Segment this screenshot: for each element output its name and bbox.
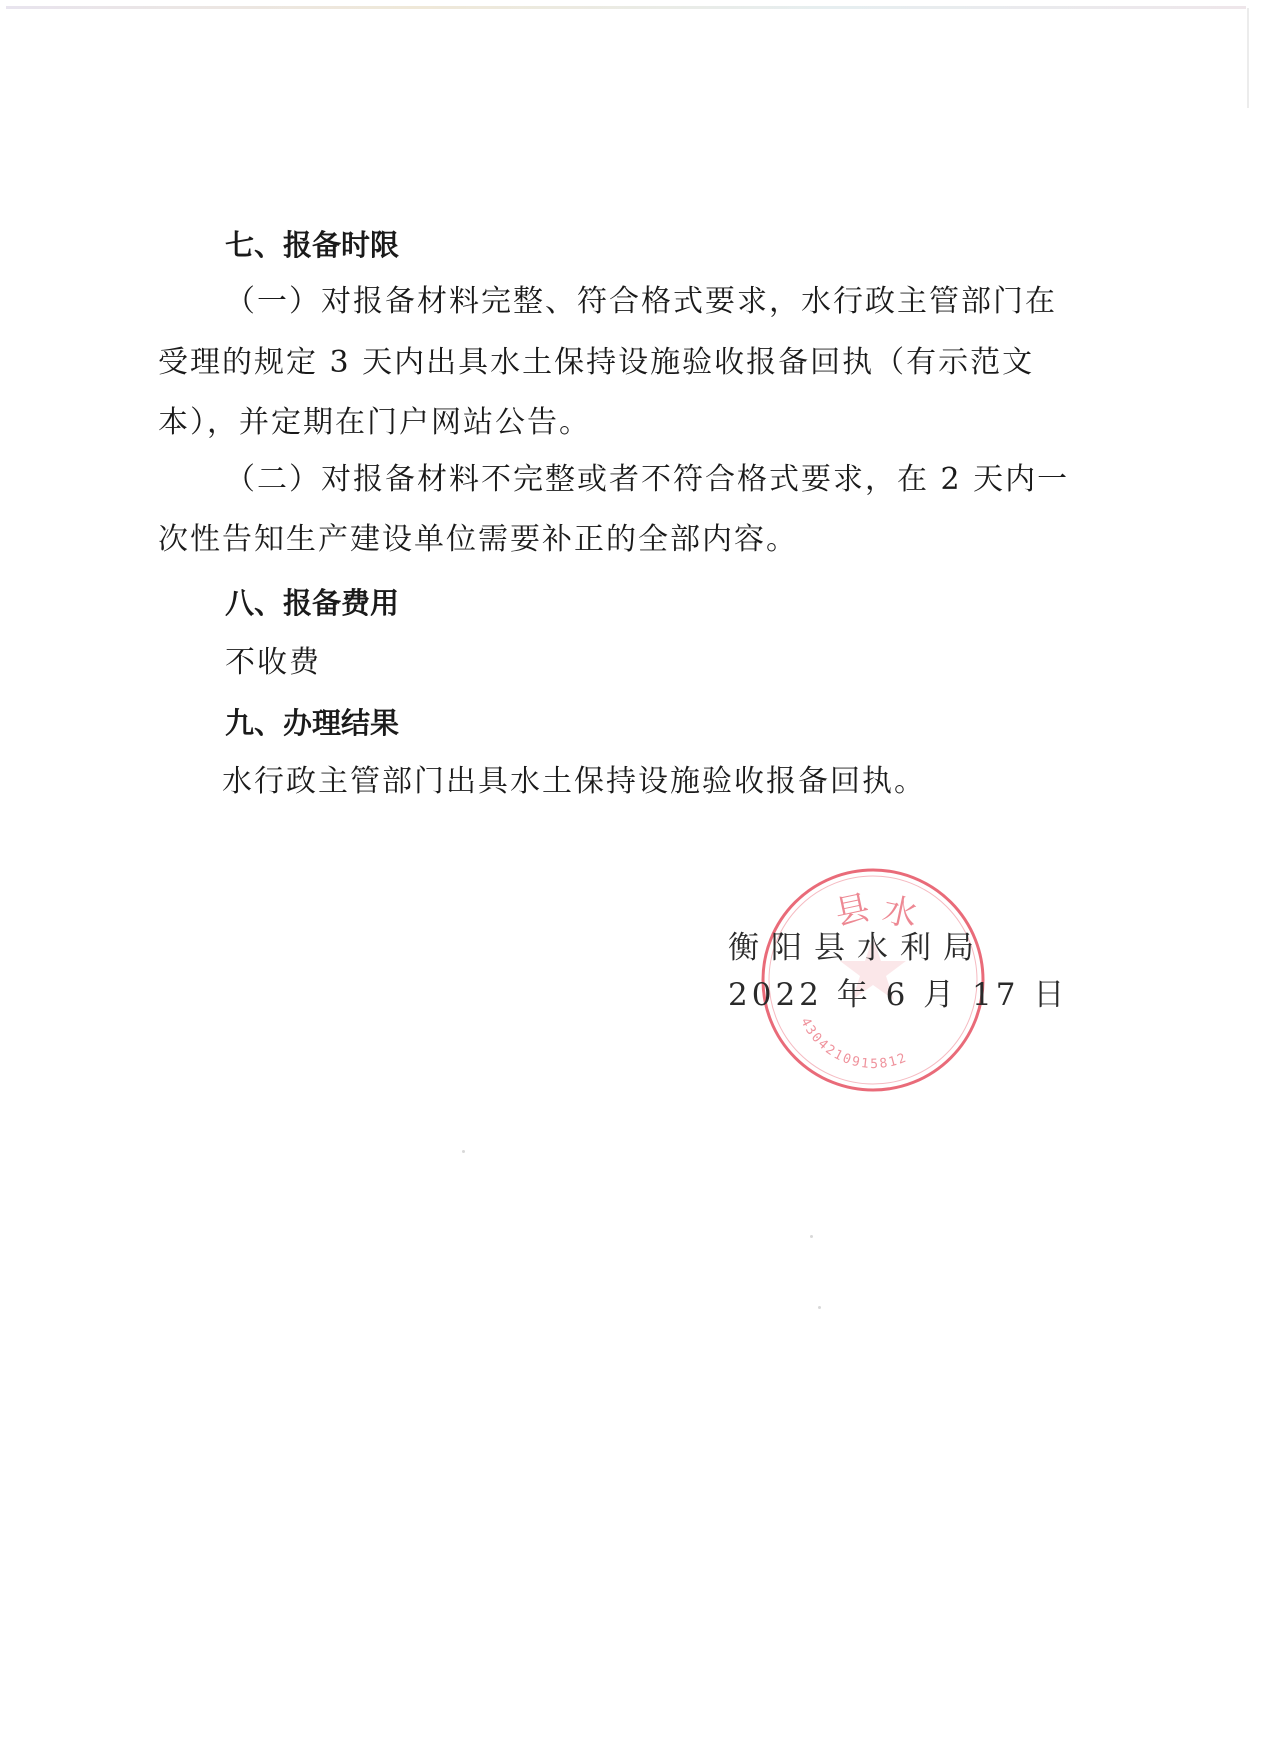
issuing-organization: 衡阳县水利局 xyxy=(728,930,986,966)
scan-speck xyxy=(810,1235,813,1238)
stamp-char-1: 县 xyxy=(831,887,874,934)
scan-speck xyxy=(462,1150,465,1153)
paragraph-7-1-line-3: 本），并定期在门户网站公告。 xyxy=(158,405,591,440)
scan-edge-right xyxy=(1247,8,1249,108)
stamp-char-2: 水 xyxy=(879,889,921,936)
section-heading-9: 九、办理结果 xyxy=(225,706,400,740)
scan-speck xyxy=(818,1306,821,1309)
paragraph-7-2-line-1: （二）对报备材料不完整或者不符合格式要求，在 2 天内一 xyxy=(225,462,1070,497)
scan-edge-top xyxy=(6,6,1246,9)
section-9-body: 水行政主管部门出具水土保持设施验收报备回执。 xyxy=(222,764,926,799)
section-heading-8: 八、报备费用 xyxy=(225,586,400,620)
paragraph-7-1-line-2: 受理的规定 3 天内出具水土保持设施验收报备回执（有示范文 xyxy=(158,345,1035,380)
section-8-body: 不收费 xyxy=(225,645,321,680)
section-heading-7: 七、报备时限 xyxy=(225,228,400,262)
issue-date: 2022 年 6 月 17 日 xyxy=(728,977,1069,1013)
paragraph-7-1-line-1: （一）对报备材料完整、符合格式要求，水行政主管部门在 xyxy=(225,284,1057,319)
stamp-code-text: 4304210915812 xyxy=(797,1015,911,1073)
paragraph-7-2-line-2: 次性告知生产建设单位需要补正的全部内容。 xyxy=(158,522,798,557)
